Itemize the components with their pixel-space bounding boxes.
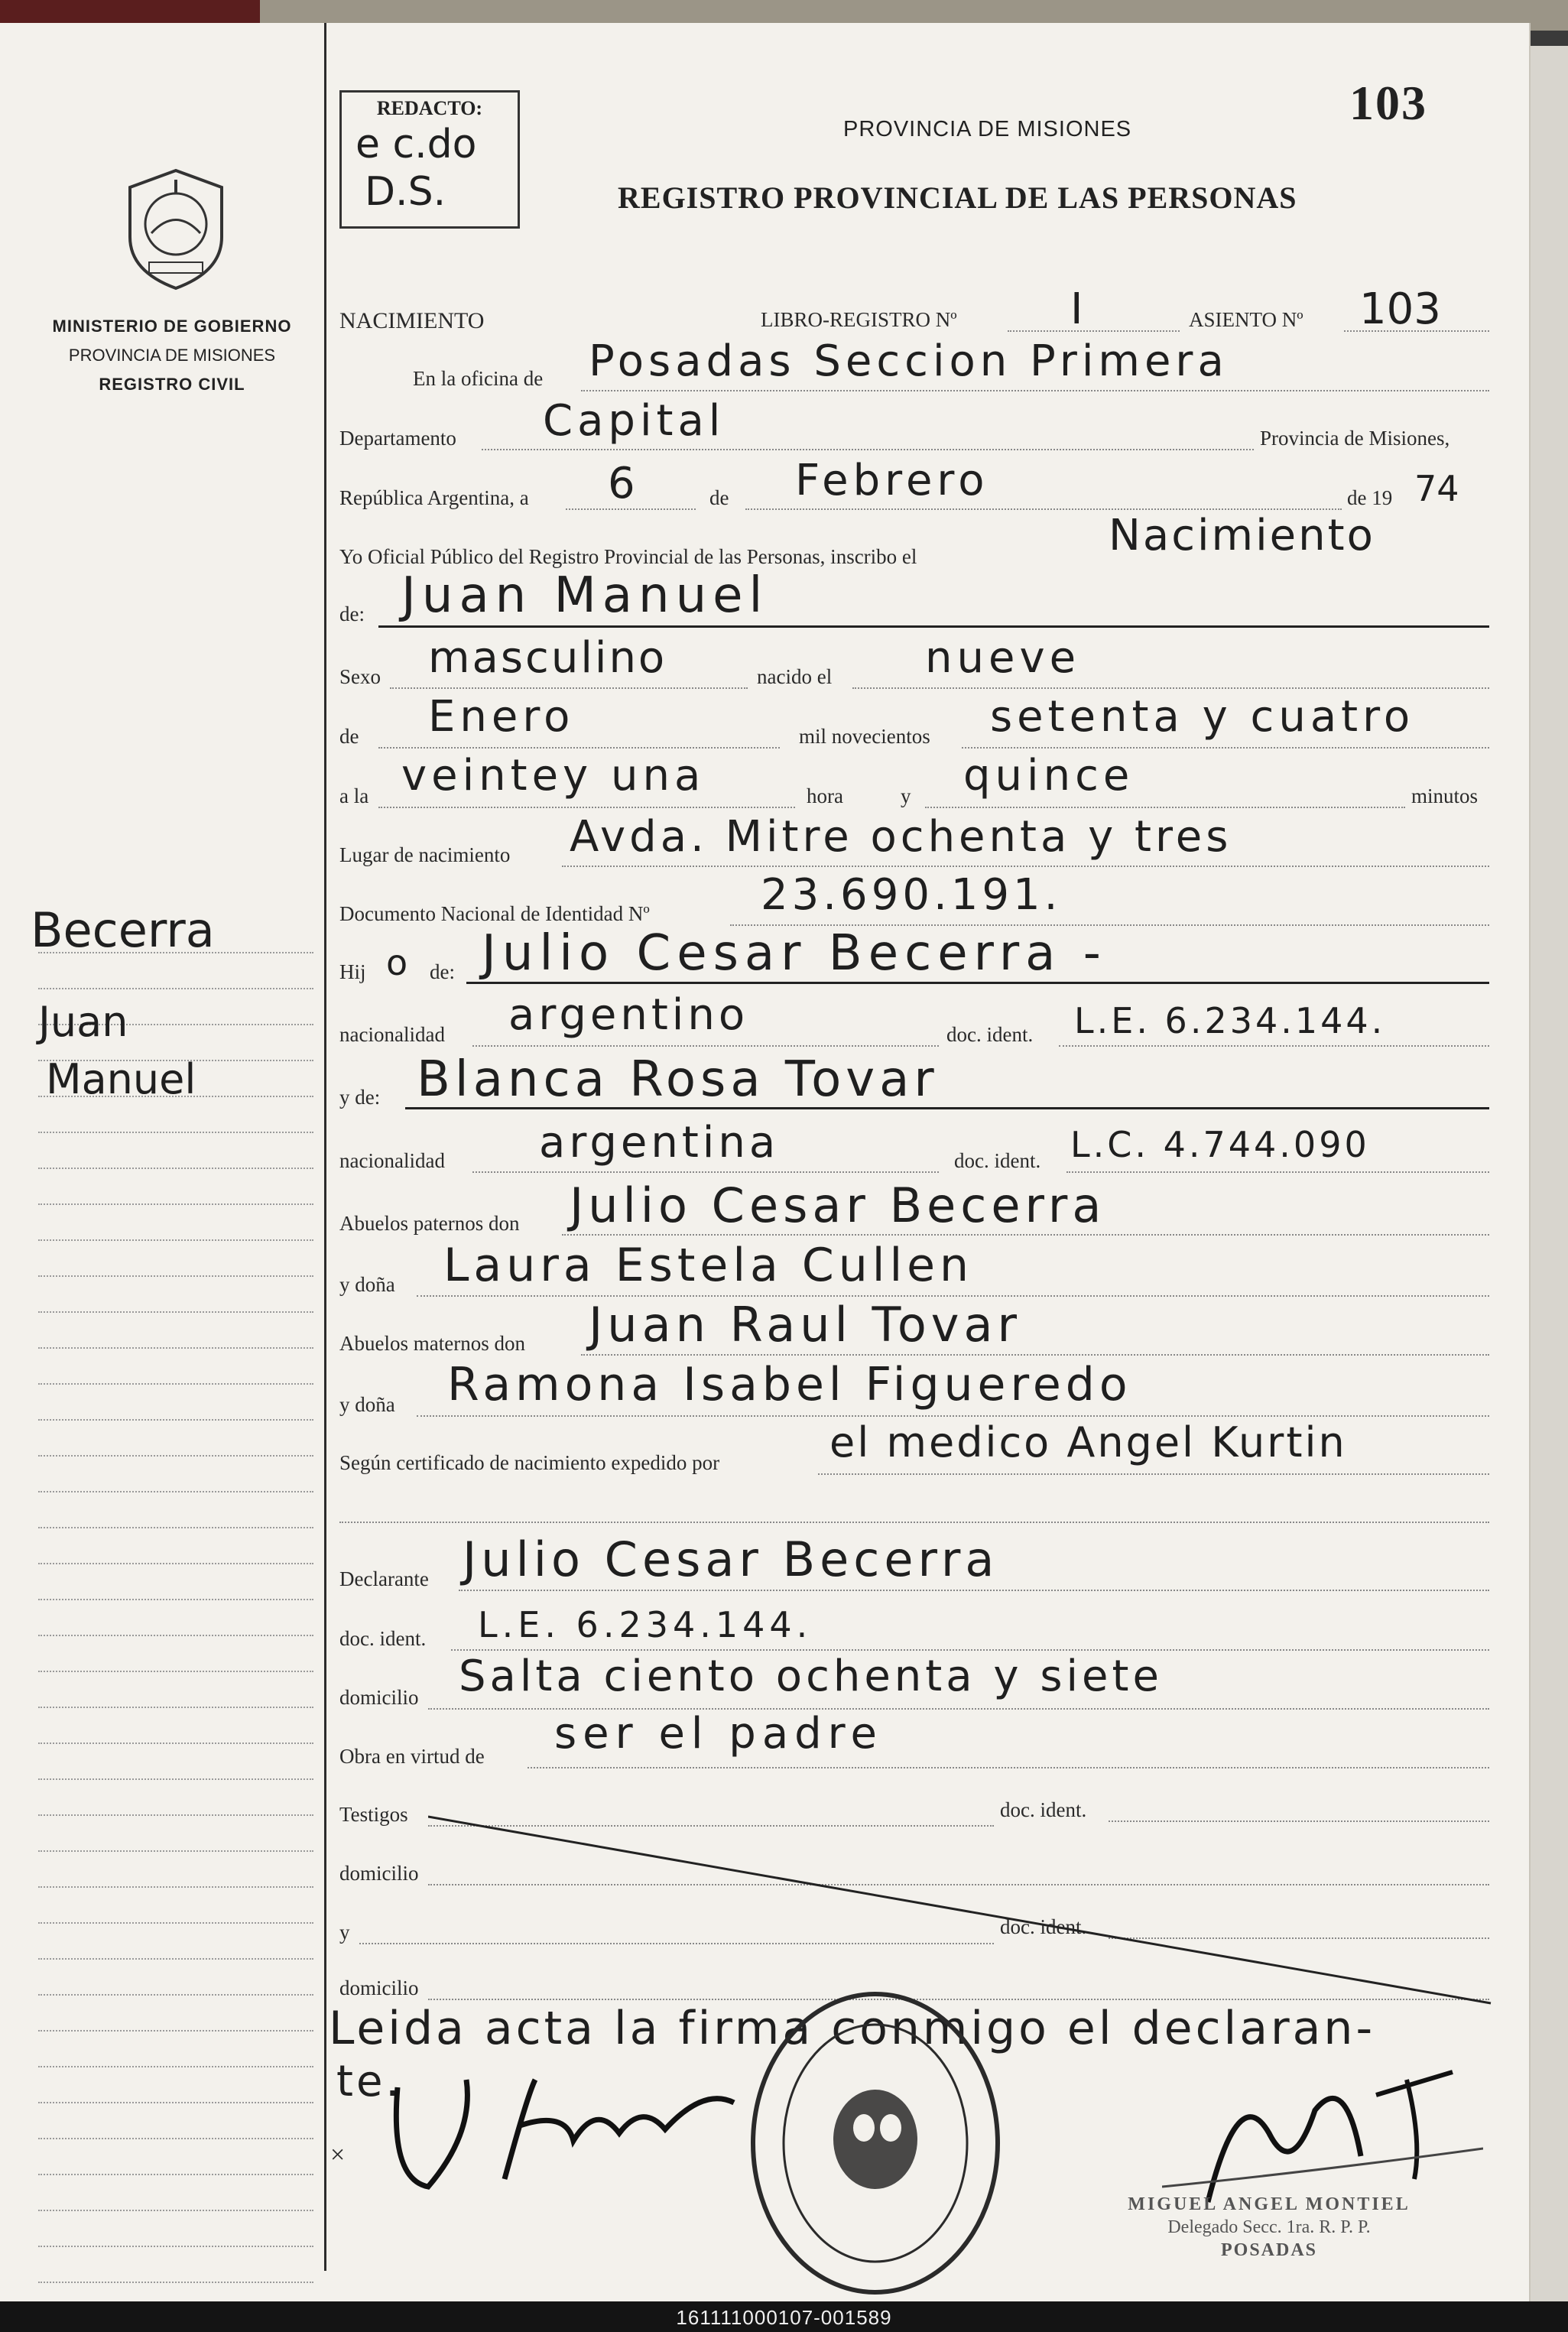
yde-label: y de: <box>339 1086 381 1109</box>
hora-line <box>378 807 795 808</box>
delegado-city: POSADAS <box>1220 2240 1318 2260</box>
declarante-label: Declarante <box>339 1567 429 1590</box>
hijo-suffix: o <box>386 942 408 983</box>
yo-label: Yo Oficial Público del Registro Provincial de las Personas, inscribo el <box>339 545 917 568</box>
ala-label: a la <box>339 784 369 807</box>
segun-line <box>818 1473 1489 1475</box>
nacido-line <box>852 687 1489 689</box>
abp-value: Julio Cesar Becerra <box>570 1177 1106 1233</box>
mes-line <box>378 747 780 749</box>
delegado-block <box>1070 2193 1468 2262</box>
de-label: de <box>709 486 729 509</box>
obra-value: ser el padre <box>554 1709 883 1759</box>
abp-line <box>562 1234 1489 1236</box>
abm2-value: Ramona Isabel Figueredo <box>447 1358 1132 1411</box>
republica-label: República Argentina, a <box>339 486 529 509</box>
declarant-signature <box>382 2057 749 2194</box>
cancellation-line <box>428 1812 1498 2011</box>
delegado-name: MIGUEL ANGEL MONTIEL <box>1128 2194 1411 2214</box>
day-value: 6 <box>608 459 635 508</box>
departamento-value: Capital <box>543 396 726 446</box>
minutos-value: quince <box>963 751 1135 801</box>
abm-line <box>581 1354 1489 1356</box>
mes-value: Enero <box>428 692 575 742</box>
domicilio-value: Salta ciento ochenta y siete <box>459 1652 1163 1701</box>
column-divider <box>324 23 326 2271</box>
x-mark: × <box>330 2141 346 2169</box>
departamento-line <box>482 449 1254 450</box>
y-label: y <box>901 784 911 807</box>
footer-bar <box>0 2301 1568 2332</box>
day-line <box>566 508 696 510</box>
dni-label: Documento Nacional de Identidad Nº <box>339 902 650 925</box>
redacto-line-2: D.S. <box>365 169 446 215</box>
y2-doc-label: doc. ident. <box>1000 1915 1087 1938</box>
year-label: de 19 <box>1347 486 1393 509</box>
oficina-value: Posadas Seccion Primera <box>589 336 1229 386</box>
margin-given-1: Juan <box>38 998 128 1046</box>
obra-label: Obra en virtud de <box>339 1745 485 1768</box>
mil-label: mil novecientos <box>799 725 930 748</box>
hijo-label: Hij <box>339 960 366 983</box>
libro-value: I <box>1070 284 1083 334</box>
testigos-label: Testigos <box>339 1803 408 1826</box>
nac1-label: nacionalidad <box>339 1023 445 1046</box>
page-number: 103 <box>1349 76 1427 130</box>
delegado-title: Delegado Secc. 1ra. R. P. P. <box>1167 2217 1371 2237</box>
domicilio-label: domicilio <box>339 1686 419 1709</box>
docd-label: doc. ident. <box>339 1627 427 1650</box>
lugar-label: Lugar de nacimiento <box>339 843 511 866</box>
provincia-label: Provincia de Misiones, <box>1260 427 1450 450</box>
month-value: Febrero <box>795 456 989 505</box>
segun-line-2 <box>339 1522 1489 1523</box>
anio-line <box>962 747 1489 749</box>
hora-value: veintey una <box>401 751 706 801</box>
registry-heading: REGISTRO PROVINCIAL DE LAS PERSONAS <box>618 180 1297 215</box>
sexo-value: masculino <box>428 633 667 683</box>
redacto-label: REDACTO: <box>376 97 483 119</box>
de4-label: de: <box>430 960 455 983</box>
padre-value: Julio Cesar Becerra - <box>482 925 1107 982</box>
madre-value: Blanca Rosa Tovar <box>417 1051 939 1108</box>
doc2-value: L.C. 4.744.090 <box>1070 1124 1370 1165</box>
testigos-doc-label: doc. ident. <box>1000 1798 1087 1821</box>
y2-label: y <box>339 1921 350 1944</box>
declarante-value: Julio Cesar Becerra <box>463 1531 999 1587</box>
coat-of-arms-icon <box>115 164 237 294</box>
nac2-value: argentina <box>539 1118 780 1168</box>
declarante-line <box>459 1590 1489 1591</box>
ministry-block <box>31 312 313 399</box>
lugar-value: Avda. Mitre ochenta y tres <box>570 812 1232 862</box>
oficina-label: En la oficina de <box>413 367 544 390</box>
de2-label: de: <box>339 602 365 625</box>
abm2-line <box>417 1415 1489 1417</box>
nacido-value: nueve <box>925 633 1081 683</box>
closing-line-2: te. <box>336 2057 403 2106</box>
dom2-label: domicilio <box>339 1862 419 1885</box>
dni-value: 23.690.191. <box>761 870 1062 920</box>
ministry-province: PROVINCIA DE MISIONES <box>68 346 276 365</box>
province-heading: PROVINCIA DE MISIONES <box>843 117 1132 141</box>
sexo-line <box>390 687 748 689</box>
ydona2-label: y doña <box>339 1393 395 1416</box>
nac2-label: nacionalidad <box>339 1149 445 1172</box>
abp-label: Abuelos paternos don <box>339 1212 520 1235</box>
ministry-name: MINISTERIO DE GOBIERNO <box>52 317 292 336</box>
segun-label: Según certificado de nacimiento expedido por <box>339 1451 720 1474</box>
month-line <box>745 508 1342 510</box>
doc1-line <box>1059 1045 1489 1047</box>
doc1-value: L.E. 6.234.144. <box>1074 1000 1386 1041</box>
hora-label: hora <box>807 784 843 807</box>
abm-label: Abuelos maternos don <box>339 1332 525 1355</box>
ydona1-label: y doña <box>339 1273 395 1296</box>
redacto-box <box>339 90 520 229</box>
asiento-value: 103 <box>1359 284 1441 334</box>
margin-given-2: Manuel <box>46 1055 196 1103</box>
lugar-line <box>562 866 1489 867</box>
margin-surname: Becerra <box>31 902 215 958</box>
nac1-line <box>472 1045 939 1047</box>
nac1-value: argentino <box>508 990 749 1040</box>
doc2-line <box>1066 1171 1489 1173</box>
dom3-label: domicilio <box>339 1976 419 1999</box>
asiento-label: ASIENTO Nº <box>1189 308 1303 331</box>
year-value: 74 <box>1414 468 1459 509</box>
closing-line-1: Leida acta la firma conmigo el declaran- <box>329 2002 1376 2055</box>
nacimiento-label: NACIMIENTO <box>339 308 485 333</box>
doc1-label: doc. ident. <box>946 1023 1034 1046</box>
name-value: Juan Manuel <box>401 567 769 624</box>
official-seal-stamp <box>745 1986 1005 2300</box>
segun-value: el medico Angel Kurtin <box>829 1418 1347 1466</box>
de3-label: de <box>339 725 359 748</box>
nacido-label: nacido el <box>757 665 833 688</box>
docd-line <box>451 1649 1489 1651</box>
docd-value: L.E. 6.234.144. <box>478 1604 813 1645</box>
footer-document-id: 161111000107-001589 <box>676 2306 892 2329</box>
abp2-value: Laura Estela Cullen <box>443 1239 974 1292</box>
minutos-label: minutos <box>1411 784 1479 807</box>
anio-value: setenta y cuatro <box>990 692 1415 742</box>
libro-line <box>1008 330 1180 332</box>
doc2-label: doc. ident. <box>954 1149 1041 1172</box>
minutos-line <box>925 807 1405 808</box>
name-line <box>378 625 1489 628</box>
nac2-line <box>472 1171 939 1173</box>
redacto-line-1: e c.do <box>355 122 477 167</box>
sexo-label: Sexo <box>339 665 381 688</box>
libro-label: LIBRO-REGISTRO Nº <box>761 308 957 331</box>
padre-line <box>466 982 1489 984</box>
departamento-label: Departamento <box>339 427 456 450</box>
inscribo-value: Nacimiento <box>1109 511 1375 560</box>
oficina-line <box>581 390 1489 391</box>
obra-line <box>528 1767 1489 1768</box>
abm-value: Juan Raul Tovar <box>589 1297 1021 1353</box>
ministry-civil: REGISTRO CIVIL <box>99 375 245 394</box>
margin-ruled-lines <box>38 918 313 2263</box>
